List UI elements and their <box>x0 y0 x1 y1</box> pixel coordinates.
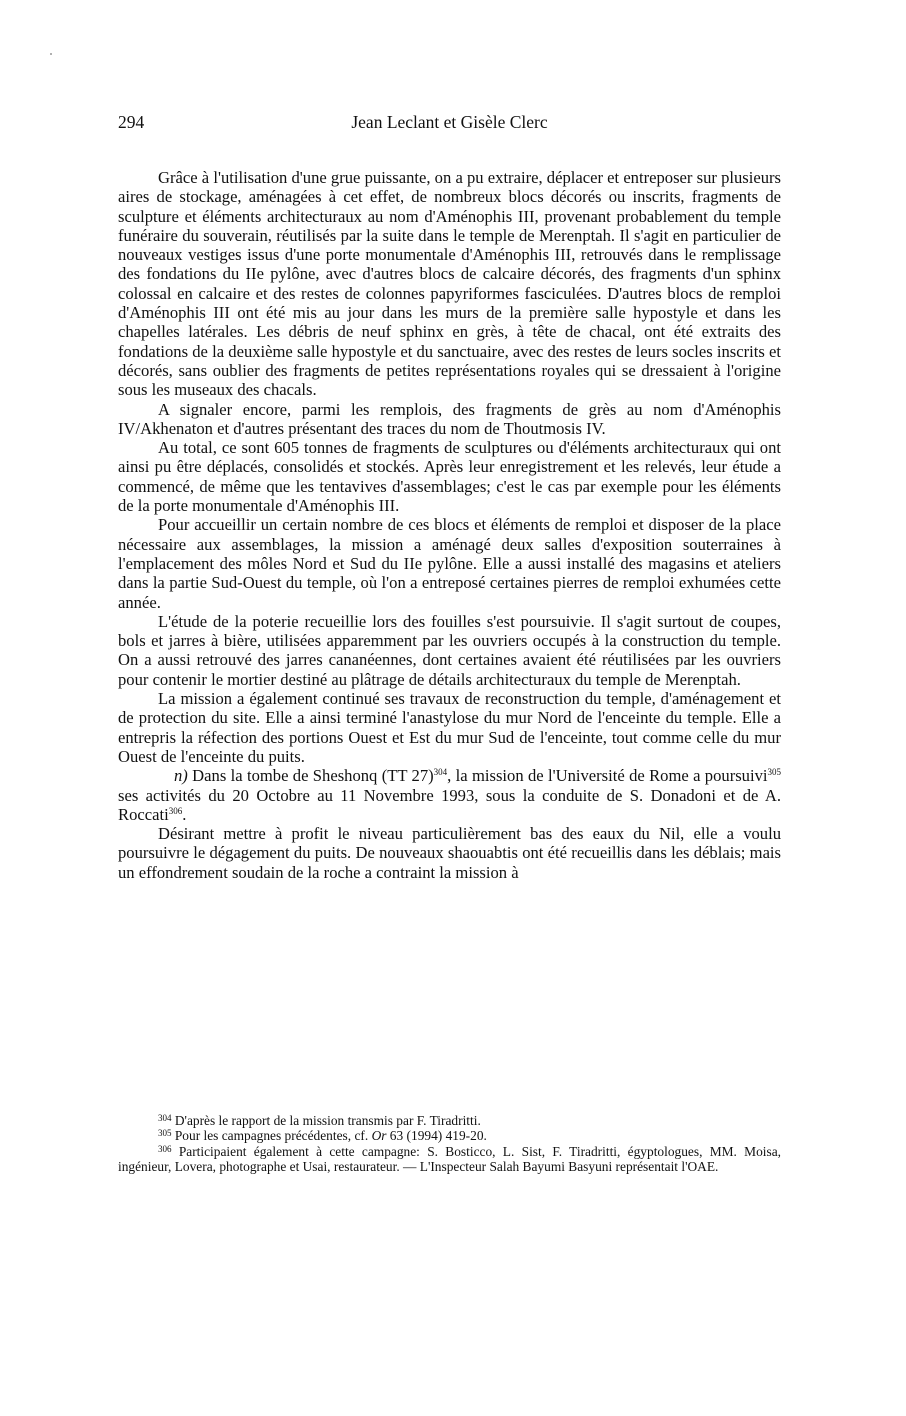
body-text <box>118 168 781 882</box>
section-label: n) <box>174 766 188 786</box>
footnote-text: Pour les campagnes précédentes, cf. <box>174 1128 372 1144</box>
paragraph: Désirant mettre à profit le niveau particulièrement bas des eaux du Nil, elle a voulu poursuivre le dégagement du puits. De nouveaux shaouabtis ont été recueillis dans les déblais; mais un effondrement soudain de la roche a contraint la mission à <box>118 824 781 882</box>
section-text: . <box>182 804 187 824</box>
page-number: 294 <box>118 112 145 132</box>
footnotes <box>118 1113 781 1175</box>
journal-abbreviation: Or <box>371 1128 387 1144</box>
section-text: Dans la tombe de Sheshonq (TT 27) <box>187 766 434 786</box>
page-header <box>118 112 781 138</box>
paragraph: L'étude de la poterie recueillie lors des fouilles s'est poursuivie. Il s'agit surtout de coupes, bols et jarres à bière, utilisées apparemment par les ouvriers occupés à la construction du temple. On a aussi retrouvé des jarres cananéennes, dont certaines avaient été réutilisées par les ouvriers pour contenir le mortier destiné au plâtrage de détails architecturaux du temple de Merenptah. <box>118 611 781 689</box>
footnote-text: Participaient également à cette campagne: S. Bosticco, L. Sist, F. Tiradritti, égyptologues, MM. Moisa, ingénieur, Lovera, photographe et Usai, restaurateur. — L'Inspecteur Salah Bayumi Basyuni représentait l'OAE. <box>118 1143 781 1175</box>
footnote <box>118 1144 781 1175</box>
scan-speck <box>50 53 52 55</box>
footnote-number: 306 <box>158 1143 172 1154</box>
footnote-ref: 305 <box>767 767 781 778</box>
paragraph: Grâce à l'utilisation d'une grue puissante, on a pu extraire, déplacer et entreposer sur plusieurs aires de stockage, aménagées à cet effet, de nombreux blocs décorés ou inscrits, fragments de sculpture et éléments architecturaux au nom d'Aménophis III, provenant probablement du temple funéraire du souverain, réutilisés par la suite dans le temple de Merenptah. Il s'agit en particulier de nouveaux vestiges issus d'une porte monumentale d'Aménophis III, retrouvés dans le remplissage des fondations du IIe pylône, avec d'autres blocs de calcaire décorés, des fragments d'un sphinx colossal en calcaire et des restes de colonnes papyriformes fasciculées. D'autres blocs de remploi d'Aménophis III ont été mis au jour dans les murs de la première salle hypostyle et dans les chapelles latérales. Les débris de neuf sphinx en grès, à tête de chacal, ont été extraits des fondations de la deuxième salle hypostyle et du sanctuaire, avec des restes de leurs socles inscrits et décorés, sans oublier des fragments de petites représentations royales qui se dressaient à l'origine sous les museaux des chacals. <box>118 168 781 400</box>
footnote <box>118 1113 781 1128</box>
paragraph: Pour accueillir un certain nombre de ces blocs et éléments de remploi et disposer de la place nécessaire aux assemblages, la mission a aménagé deux salles d'exposition souterraines à l'emplacement des môles Nord et Sud du IIe pylône. Elle a aussi installé des magasins et ateliers dans la partie Sud-Ouest du temple, où l'on a entreposé certaines pierres de remploi exhumées cette année. <box>118 515 781 612</box>
footnote-number: 305 <box>158 1128 172 1139</box>
paragraph: La mission a également continué ses travaux de reconstruction du temple, d'aménagement et de protection du site. Elle a ainsi terminé l'anastylose du mur Nord de l'enceinte du temple. Elle a entrepris la réfection des portions Ouest et Est du mur Sud de l'enceinte, tout comme celle du mur Ouest de l'enceinte du puits. <box>118 689 781 766</box>
running-head: Jean Leclant et Gisèle Clerc <box>351 112 548 132</box>
section-text: ses activités du 20 Octobre au 11 Novembre 1993, sous la conduite de S. Donadoni et de A. Roccati <box>118 785 781 824</box>
footnote-number: 304 <box>158 1113 172 1123</box>
footnote-text: D'après le rapport de la mission transmis par F. Tiradritti. <box>174 1113 481 1128</box>
footnote-ref: 306 <box>168 805 183 816</box>
footnote-text: 63 (1994) 419-20. <box>386 1128 487 1144</box>
paragraph: Au total, ce sont 605 tonnes de fragments de sculptures ou d'éléments architecturaux qui ont ainsi pu être déplacés, consolidés et stockés. Après leur enregistrement et les relevés, leur étude a commencé, de même que les tentavives d'assemblages; c'est le cas par exemple pour les éléments de la porte monumentale d'Aménophis III. <box>118 438 781 516</box>
section-text: , la mission de l'Université de Rome a poursuivi <box>447 766 768 786</box>
paragraph: A signaler encore, parmi les remplois, des fragments de grès au nom d'Aménophis IV/Akhenaton et d'autres présentant des traces du nom de Thoutmosis IV. <box>118 399 781 438</box>
footnote-ref: 304 <box>433 767 448 778</box>
footnote <box>118 1128 781 1143</box>
section-n-paragraph <box>118 766 781 824</box>
